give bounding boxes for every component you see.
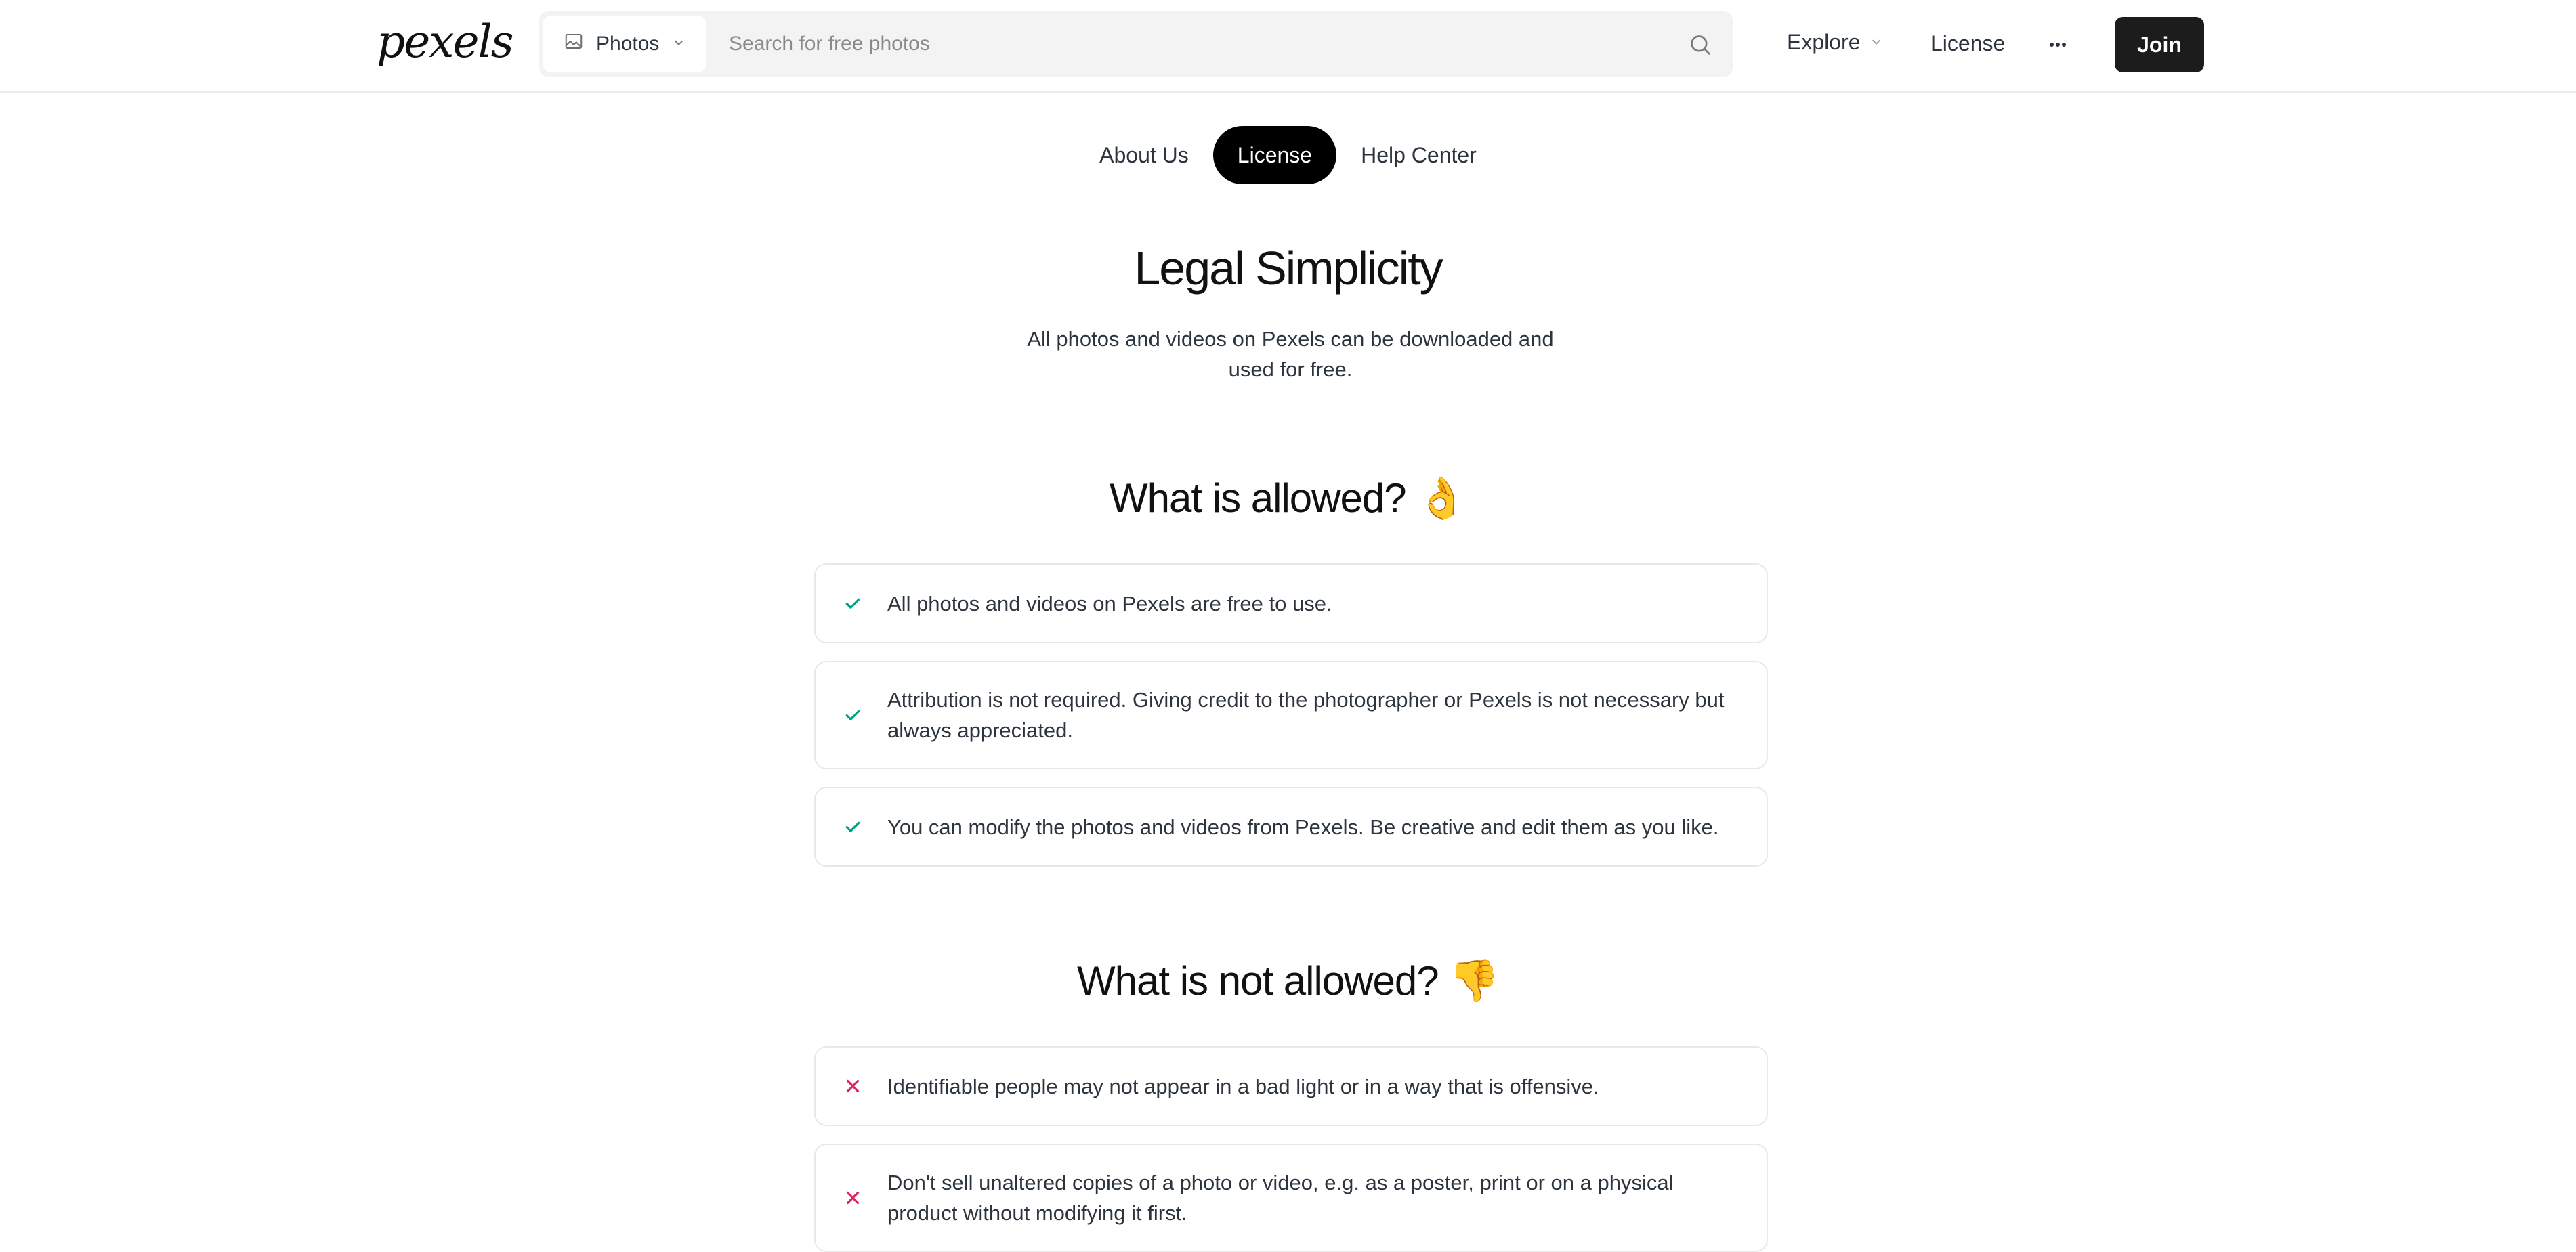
media-type-label: Photos — [596, 33, 660, 55]
allowed-item-text: All photos and videos on Pexels are free to use. — [887, 591, 1332, 616]
allowed-item — [814, 563, 1768, 643]
top-header — [0, 0, 2576, 93]
allowed-heading: What is allowed? 👌 — [1110, 475, 1466, 521]
allowed-item — [814, 661, 1768, 769]
check-icon — [843, 705, 863, 725]
license-link[interactable]: License — [1930, 31, 2006, 56]
tab-about-us[interactable]: About Us — [1099, 142, 1189, 167]
page-subtitle: All photos and videos on Pexels can be downloaded and used for free. — [1027, 327, 1554, 381]
media-type-dropdown[interactable] — [543, 16, 706, 72]
allowed-item — [814, 787, 1768, 867]
not-allowed-item-text: Identifiable people may not appear in a bad light or in a way that is offensive. — [887, 1074, 1599, 1098]
more-dots-icon[interactable] — [2044, 31, 2071, 58]
pexels-logo[interactable]: pexels — [377, 16, 513, 68]
cross-icon — [843, 1076, 863, 1096]
tab-license[interactable]: License — [1213, 126, 1336, 184]
join-button[interactable]: Join — [2115, 17, 2204, 72]
not-allowed-item-text: Don't sell unaltered copies of a photo or video, e.g. as a poster, print or on a physical product without modifying it first. — [887, 1171, 1674, 1225]
page-title: Legal Simplicity — [1134, 242, 1442, 295]
cross-icon — [843, 1188, 863, 1208]
chevron-down-icon — [671, 33, 686, 56]
explore-label: Explore — [1787, 30, 1861, 54]
not-allowed-heading: What is not allowed? 👎 — [1077, 958, 1499, 1003]
tab-help-center[interactable]: Help Center — [1361, 142, 1477, 167]
sub-nav-tabs — [0, 126, 2576, 184]
not-allowed-item — [814, 1046, 1768, 1126]
explore-menu[interactable] — [1787, 30, 1884, 55]
search-input[interactable] — [727, 20, 1649, 68]
allowed-item-text: You can modify the photos and videos from Pexels. Be creative and edit them as you like. — [887, 815, 1719, 839]
search-bar — [539, 11, 1733, 77]
search-icon[interactable] — [1687, 31, 1714, 58]
allowed-item-text: Attribution is not required. Giving credit to the photographer or Pexels is not necessary but always appreciated. — [887, 688, 1725, 742]
chevron-down-icon — [1869, 30, 1884, 55]
check-icon — [843, 593, 863, 613]
check-icon — [843, 817, 863, 837]
not-allowed-item — [814, 1144, 1768, 1252]
image-icon — [564, 31, 584, 57]
